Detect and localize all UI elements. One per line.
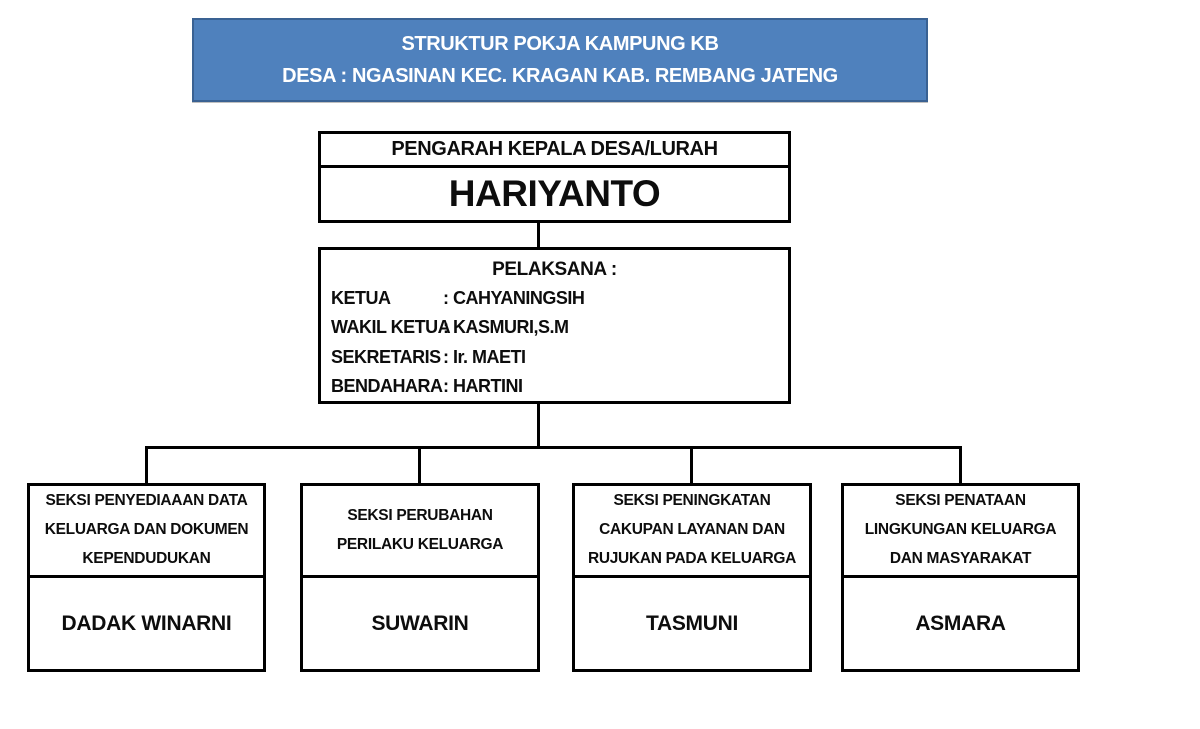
- connector-drop-seksi-4: [959, 446, 962, 483]
- seksi-title-line: RUJUKAN PADA KELUARGA: [587, 549, 797, 567]
- pelaksana-box: [318, 247, 791, 404]
- seksi-title-line: SEKSI PENINGKATAN: [613, 492, 771, 510]
- pelaksana-row-sekretaris: [331, 343, 778, 372]
- seksi-member-name: DADAK WINARNI: [61, 611, 232, 635]
- pengarah-role-label: PENGARAH KEPALA DESA/LURAH: [321, 134, 788, 168]
- connector-drop-seksi-3: [690, 446, 693, 483]
- pelaksana-row-label: BENDAHARA: [331, 375, 443, 396]
- pelaksana-row-bendahara: [331, 372, 778, 401]
- pelaksana-row-value: : Ir. MAETI: [443, 346, 526, 367]
- seksi-title: [575, 486, 809, 578]
- pengarah-name: HARIYANTO: [448, 173, 661, 214]
- pelaksana-row-value: : CAHYANINGSIH: [443, 288, 585, 309]
- pelaksana-heading: PELAKSANA :: [492, 259, 617, 280]
- seksi-title-line: KELUARGA DAN DOKUMEN: [44, 521, 249, 539]
- seksi-title-line: LINGKUNGAN KELUARGA: [864, 521, 1057, 539]
- seksi-title-line: DAN MASYARAKAT: [889, 549, 1032, 567]
- seksi-box-penyediaan-data: [27, 483, 266, 672]
- title-line-1: STRUKTUR POKJA KAMPUNG KB: [401, 32, 719, 55]
- seksi-box-penataan-lingkungan: [841, 483, 1080, 672]
- connector-drop-seksi-1: [145, 446, 148, 483]
- seksi-box-perubahan-perilaku: [300, 483, 540, 672]
- seksi-title: [844, 486, 1077, 578]
- seksi-title-line: CAKUPAN LAYANAN DAN: [599, 521, 785, 539]
- pelaksana-row-label: SEKRETARIS: [331, 346, 441, 367]
- connector-pengarah-pelaksana: [537, 223, 540, 247]
- seksi-title-line: SEKSI PERUBAHAN: [347, 506, 493, 524]
- seksi-member-name: SUWARIN: [371, 611, 469, 635]
- pelaksana-row-label: KETUA: [331, 288, 391, 309]
- seksi-title-line: SEKSI PENATAAN: [895, 492, 1026, 510]
- connector-drop-seksi-2: [418, 446, 421, 483]
- pelaksana-row-ketua: [331, 284, 778, 313]
- seksi-member-name: TASMUNI: [645, 611, 738, 635]
- pelaksana-row-label: WAKIL KETUA: [331, 317, 451, 338]
- title-line-2: DESA : NGASINAN KEC. KRAGAN KAB. REMBANG JATENG: [282, 64, 838, 87]
- seksi-title-line: SEKSI PENYEDIAAAN DATA: [45, 492, 248, 510]
- pelaksana-row-wakil-ketua: [331, 313, 778, 342]
- title-banner: [192, 18, 928, 102]
- connector-horizontal-bus: [145, 446, 962, 449]
- connector-pelaksana-bus: [537, 404, 540, 449]
- seksi-member-name: ASMARA: [915, 611, 1006, 635]
- pengarah-box: [318, 131, 791, 223]
- seksi-title-line: KEPENDUDUKAN: [82, 549, 211, 567]
- seksi-title: [30, 486, 263, 578]
- seksi-title-line: PERILAKU KELUARGA: [336, 535, 504, 553]
- seksi-title: [303, 486, 537, 578]
- pelaksana-row-value: : HARTINI: [443, 375, 523, 396]
- seksi-box-peningkatan-cakupan: [572, 483, 812, 672]
- pelaksana-row-value: : KASMURI,S.M: [443, 317, 569, 338]
